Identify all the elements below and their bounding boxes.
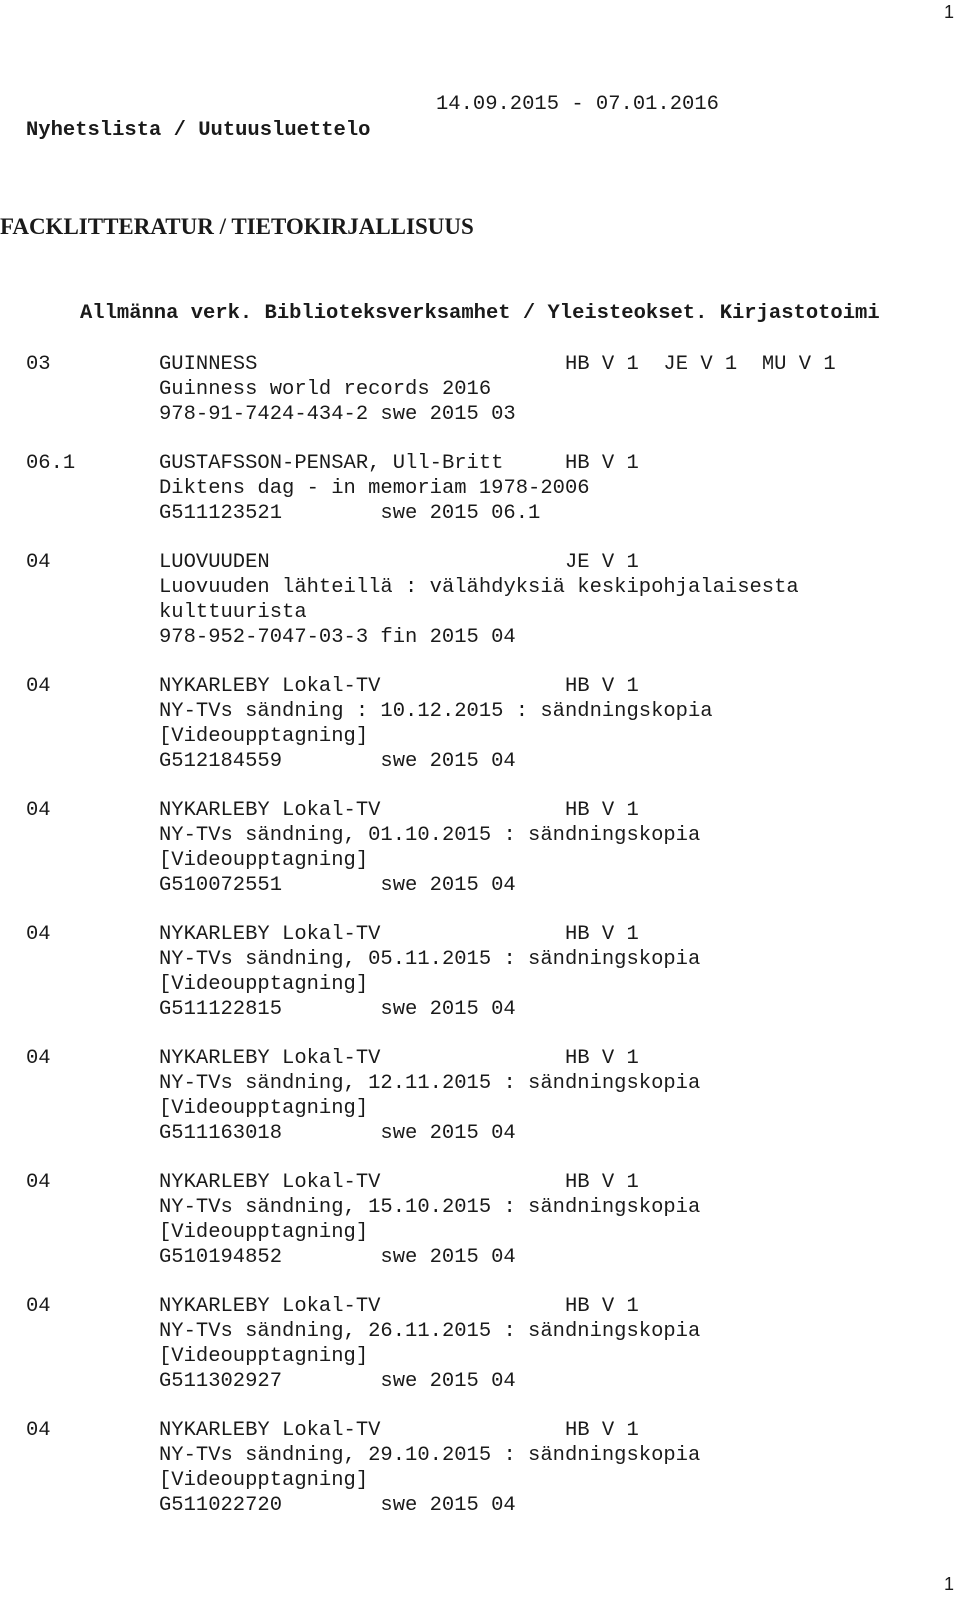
publication-info: swe 2015 06.1: [380, 502, 541, 525]
class-code: 04: [26, 923, 51, 946]
publication-info: swe 2015 04: [380, 750, 516, 773]
title-line: NY-TVs sändning, 05.11.2015 : sändningskopia: [159, 948, 701, 971]
list-item: [26, 674, 946, 774]
list-item: [26, 922, 946, 1022]
holdings: JE V 1: [565, 551, 639, 574]
author: LUOVUUDEN: [159, 551, 270, 574]
class-code: 06.1: [26, 452, 76, 475]
identifier: G511123521: [159, 502, 283, 525]
title-line: NY-TVs sändning, 29.10.2015 : sändningskopia: [159, 1444, 701, 1467]
author: NYKARLEBY Lokal-TV: [159, 1419, 381, 1442]
identifier: G511302927: [159, 1370, 283, 1393]
title-line: [Videoupptagning]: [159, 725, 369, 748]
holdings: HB V 1: [565, 1047, 639, 1070]
class-code: 04: [26, 1171, 51, 1194]
title-line: [Videoupptagning]: [159, 1097, 369, 1120]
publication-info: swe 2015 04: [380, 998, 516, 1021]
author: NYKARLEBY Lokal-TV: [159, 1171, 381, 1194]
identifier: G512184559: [159, 750, 283, 773]
author: NYKARLEBY Lokal-TV: [159, 1295, 381, 1318]
holdings: HB V 1: [565, 1295, 639, 1318]
identifier: 978-91-7424-434-2: [159, 403, 369, 426]
author: NYKARLEBY Lokal-TV: [159, 675, 381, 698]
identifier: G511122815: [159, 998, 283, 1021]
identifier: G510194852: [159, 1246, 283, 1269]
holdings: HB V 1: [565, 675, 639, 698]
list-item: [26, 798, 946, 898]
author: NYKARLEBY Lokal-TV: [159, 799, 381, 822]
entry-list: [26, 352, 946, 1542]
holdings: HB V 1 JE V 1 MU V 1: [565, 353, 836, 376]
class-code: 04: [26, 551, 51, 574]
title-line: [Videoupptagning]: [159, 1345, 369, 1368]
title-line: kulttuurista: [159, 601, 307, 624]
class-code: 04: [26, 675, 51, 698]
publication-info: swe 2015 04: [380, 1246, 516, 1269]
identifier: G511163018: [159, 1122, 283, 1145]
publication-info: swe 2015 03: [380, 403, 516, 426]
list-item: [26, 352, 946, 427]
list-title: Nyhetslista / Uutuusluettelo: [26, 119, 371, 142]
class-code: 04: [26, 1419, 51, 1442]
author: GUSTAFSSON-PENSAR, Ull-Britt: [159, 452, 504, 475]
page-number-top: 1: [943, 2, 954, 22]
publication-info: swe 2015 04: [380, 1370, 516, 1393]
class-code: 04: [26, 1047, 51, 1070]
holdings: HB V 1: [565, 1419, 639, 1442]
identifier: 978-952-7047-03-3: [159, 626, 369, 649]
holdings: HB V 1: [565, 1171, 639, 1194]
title-line: NY-TVs sändning, 15.10.2015 : sändningskopia: [159, 1196, 701, 1219]
list-item: [26, 1294, 946, 1394]
class-code: 04: [26, 1295, 51, 1318]
title-line: Guinness world records 2016: [159, 378, 492, 401]
page-number-bottom: 1: [943, 1574, 954, 1594]
list-item: [26, 550, 946, 650]
list-item: [26, 1170, 946, 1270]
identifier: G510072551: [159, 874, 283, 897]
title-line: [Videoupptagning]: [159, 973, 369, 996]
subsection-heading: Allmänna verk. Biblioteksverksamhet / Yleisteokset. Kirjastotoimi: [80, 302, 880, 325]
list-item: [26, 1418, 946, 1518]
author: NYKARLEBY Lokal-TV: [159, 923, 381, 946]
title-line: [Videoupptagning]: [159, 1221, 369, 1244]
class-code: 04: [26, 799, 51, 822]
list-item: [26, 451, 946, 526]
title-line: NY-TVs sändning, 01.10.2015 : sändningskopia: [159, 824, 701, 847]
date-range: 14.09.2015 - 07.01.2016: [436, 93, 719, 116]
identifier: G511022720: [159, 1494, 283, 1517]
holdings: HB V 1: [565, 799, 639, 822]
title-line: Luovuuden lähteillä : välähdyksiä keskipohjalaisesta: [159, 576, 799, 599]
holdings: HB V 1: [565, 452, 639, 475]
author: NYKARLEBY Lokal-TV: [159, 1047, 381, 1070]
publication-info: swe 2015 04: [380, 874, 516, 897]
list-item: [26, 1046, 946, 1146]
title-line: Diktens dag - in memoriam 1978-2006: [159, 477, 590, 500]
title-line: NY-TVs sändning, 26.11.2015 : sändningskopia: [159, 1320, 701, 1343]
class-code: 03: [26, 353, 51, 376]
title-line: NY-TVs sändning, 12.11.2015 : sändningskopia: [159, 1072, 701, 1095]
publication-info: swe 2015 04: [380, 1494, 516, 1517]
title-line: NY-TVs sändning : 10.12.2015 : sändningskopia: [159, 700, 713, 723]
author: GUINNESS: [159, 353, 258, 376]
title-line: [Videoupptagning]: [159, 849, 369, 872]
publication-info: fin 2015 04: [380, 626, 516, 649]
publication-info: swe 2015 04: [380, 1122, 516, 1145]
holdings: HB V 1: [565, 923, 639, 946]
title-line: [Videoupptagning]: [159, 1469, 369, 1492]
section-heading: FACKLITTERATUR / TIETOKIRJALLISUUS: [0, 214, 474, 239]
